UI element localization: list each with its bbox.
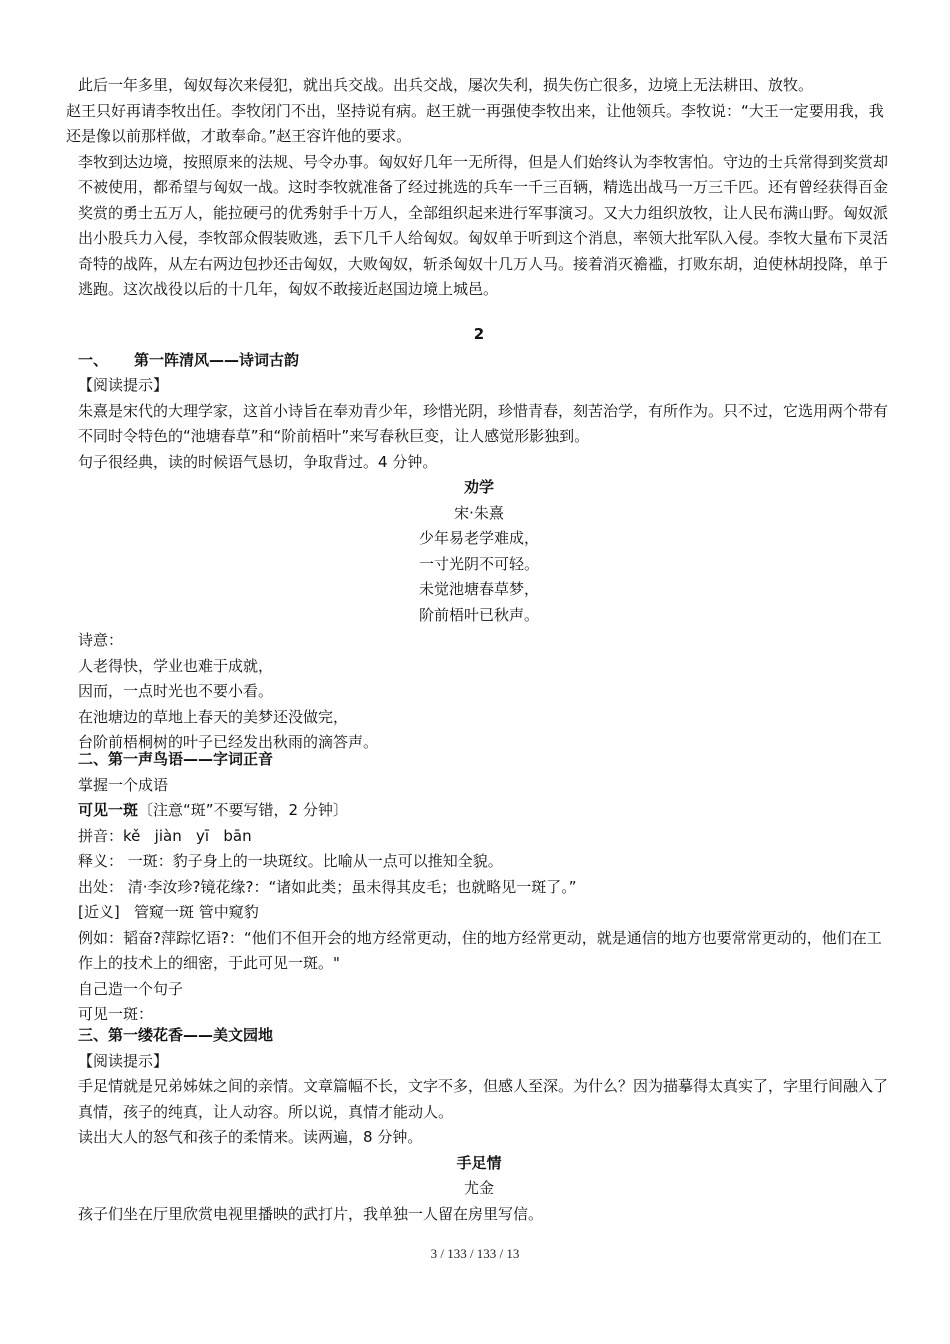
- idiom-pinyin: 拼音：kě jiàn yī bān: [78, 826, 252, 845]
- section-3-block: [66, 1023, 892, 1227]
- sentence-task: 自己造一个句子: [78, 979, 184, 998]
- poem-title: 劝学: [463, 478, 494, 496]
- poem-line: 少年易老学难成，: [418, 529, 539, 547]
- section-3-hint-label: 【阅读提示】: [78, 1051, 169, 1070]
- section-2-intro: 掌握一个成语: [78, 775, 169, 794]
- section-1-block: [66, 322, 892, 756]
- section-3-hint-p1: 手足情就是兄弟姊妹之间的亲情。文章篇幅不长，文字不多，但感人至深。为什么？因为描摹得太真实了，字里行间融入了真情，孩子的纯真，让人动容。所以说，真情才能动人。: [78, 1077, 889, 1121]
- section-2-block: [66, 747, 892, 1028]
- story-block: [66, 73, 892, 303]
- essay-first-line: 孩子们坐在厅里欣赏电视里播映的武打片，我单独一人留在房里写信。: [78, 1204, 544, 1223]
- section-1-hint-p1: 朱熹是宋代的大理学家，这首小诗旨在奉劝青少年，珍惜光阴，珍惜青春，刻苦治学，有所作为。只不过，它选用两个带有不同时令特色的“池塘春草”和“阶前梧叶”来写春秋巨变，让人感觉形影独到。: [78, 401, 889, 445]
- idiom-synonyms: [近义] 管窥一斑 管中窥豹: [78, 903, 259, 921]
- poem-meaning-line: 台阶前梧桐树的叶子已经发出秋雨的滴答声。: [78, 733, 379, 751]
- poem-meaning-line: 在池塘边的草地上春天的美梦还没做完，: [78, 707, 349, 726]
- idiom-note: 〔注意“斑”不要写错，2 分钟〕: [138, 801, 348, 819]
- section-3-hint-p2: 读出大人的怒气和孩子的柔情来。读两遍，8 分钟。: [78, 1128, 423, 1146]
- idiom-name: 可见一斑: [78, 801, 139, 819]
- section-1-number: 一、: [78, 350, 109, 369]
- idiom-meaning: 释义： 一斑：豹子身上的一块斑纹。比喻从一点可以推知全貌。: [78, 852, 503, 870]
- poem-meaning-line: 人老得快，学业也难于成就，: [78, 656, 274, 675]
- essay-author: 尤金: [463, 1179, 494, 1197]
- section-1-heading: [66, 348, 892, 374]
- page-footer: 3 / 133 / 133 / 13: [430, 1246, 520, 1261]
- idiom-source: 出处： 清·李汝珍?镜花缘?：“诸如此类；虽未得其皮毛；也就略见一斑了。”: [78, 877, 577, 896]
- idiom-example: 例如：韬奋?萍踪忆语?：“他们不但开会的地方经常更动，住的地方经常更动，就是通信的地方也要常常更动的，他们在工作上的技术上的细密，于此可见一斑。": [78, 928, 882, 972]
- poem-line: 一寸光阴不可轻。: [418, 554, 539, 573]
- story-para1-first-line: 此后一年多里，匈奴每次来侵犯，就出兵交战。出兵交战，屡次失利，损失伤亡很多，边境上无法耕田、放牧。: [78, 76, 814, 94]
- section-2-title: 二、第一声鸟语——字词正音: [78, 750, 274, 768]
- poem-meaning-line: 因而，一点时光也不要小看。: [78, 682, 274, 700]
- idiom-line: [66, 798, 892, 824]
- section-1-hint-p2: 句子很经典，读的时候语气恳切，争取背过。4 分钟。: [78, 452, 438, 471]
- section-3-title: 三、第一缕花香——美文园地: [78, 1026, 274, 1044]
- sentence-task-line: 可见一斑：: [78, 1005, 154, 1023]
- poem-line: 阶前梧叶已秋声。: [418, 605, 539, 624]
- section-1-hint-label: 【阅读提示】: [78, 376, 169, 394]
- section-number: 2: [473, 325, 485, 343]
- story-para1-rest: 赵王只好再请李牧出任。李牧闭门不出，坚持说有病。赵王就一再强使李牧出来，让他领兵。李牧说：“大王一定要用我，我还是像以前那样做，才敢奉命。”赵王容许他的要求。: [66, 101, 884, 145]
- poem-meaning-label: 诗意：: [78, 631, 124, 649]
- poem-author: 宋·朱熹: [454, 503, 504, 522]
- poem-line: 未觉池塘春草梦，: [418, 580, 539, 598]
- section-1-title: 第一阵清风——诗词古韵: [134, 350, 300, 369]
- story-para2: 李牧到达边境，按照原来的法规、号令办事。匈奴好几年一无所得，但是人们始终认为李牧害怕。守边的士兵常得到奖赏却不被使用，都希望与匈奴一战。这时李牧就准备了经过挑选的兵车一千三百辆，精选出战马一万三千匹。还有曾经获得百金奖赏的勇士五万人，能拉硬弓的优秀射手十万人，全部组织起来进行军事演习。又大力组织放牧，让人民布满山野。匈奴派出小股兵力入侵，李牧部众假装败逃，丢下几千人给匈奴。匈奴单于听到这个消息，率领大批军队入侵。李牧大量布下灵活奇特的战阵，从左右两边包抄还击匈奴，大败匈奴，斩杀匈奴十几万人马。接着消灭襜褴，打败东胡，迫使林胡投降，单于逃跑。这次战役以后的十几年，匈奴不敢接近赵国边境上城邑。: [78, 152, 889, 298]
- essay-title: 手足情: [456, 1153, 502, 1172]
